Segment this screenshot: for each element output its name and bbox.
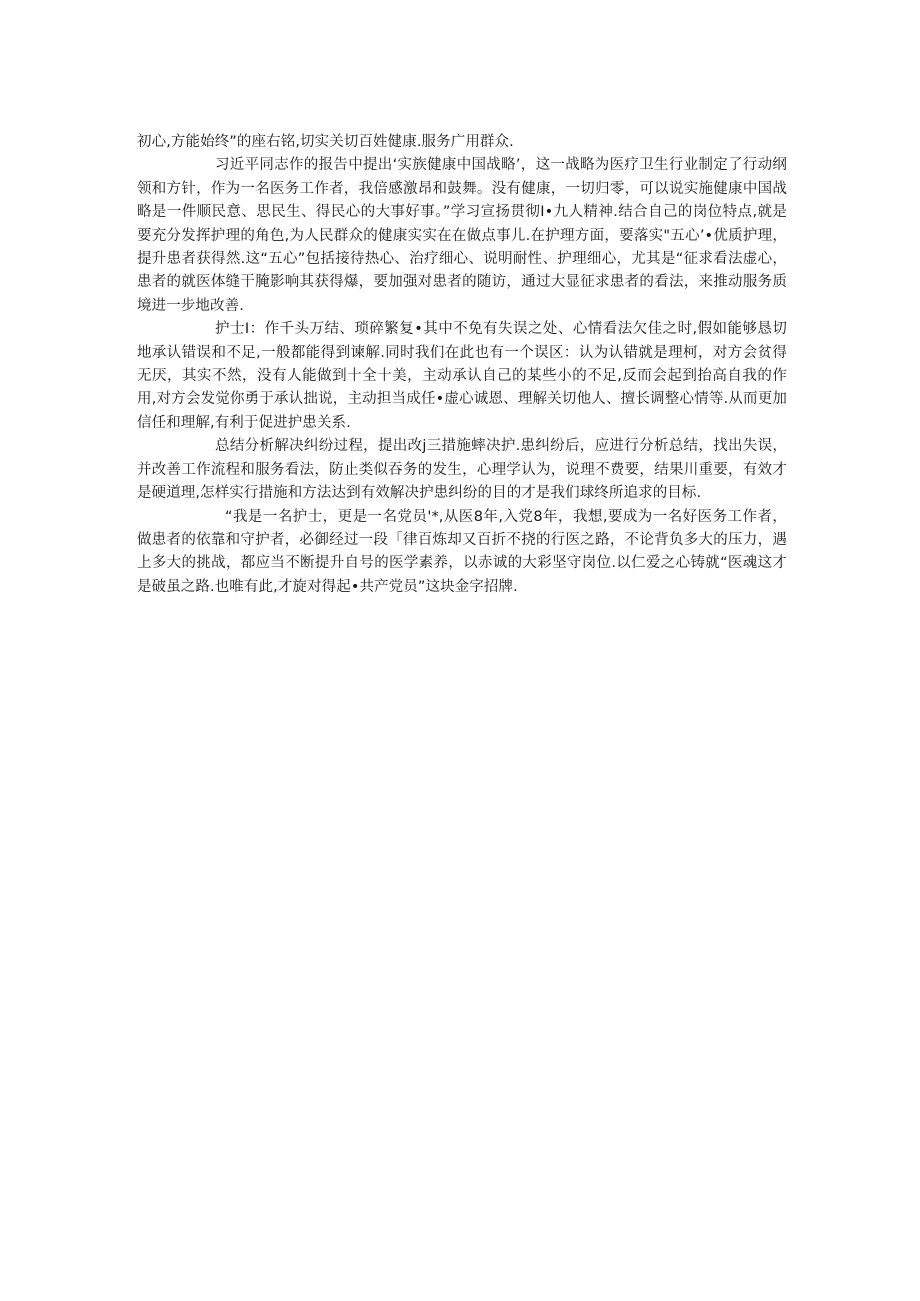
paragraph-health-strategy: 习近平同志作的报告中提出‘实族健康中国战略’，这一战略为医疗卫生行业制定了行动纲领和方针，作为一名医务工作者，我倍感激昂和鼓舞。没有健康，一切归零，可以说实施健康中国战略是一件顺民意、思民生、得民心的大事好事。”学习宣扬贯彻I•九人精神.结合自己的岗位特点,就是要充分发挥护理的角色,为人民群众的健康实实在在做点事儿.在护理方面，要落实"五心’•优质护理，提升患者获得然.这“五心”包括接待热心、治疗细心、说明耐性、护理细心，尤其是“征求看法虚心，患者的就医体缝干腌影响其获得爆，要加强对患者的随访，通过大显征求患者的看法，来推动服务质境进一步地改善. [137,157,787,314]
document-body [137,131,787,599]
paragraph-dispute-summary: 总结分析解决纠纷过程，提出改j三措施蟀决护.患纠纷后，应进行分析总结，找出失误，并改善工作流程和服务看法，防止类似吞务的发生，心理学认为，说理不费要，结果川重要，有效才是硬道理,怎样实行措施和方法达到有效解决护患纠纷的目的才是我们球终所追求的目标. [137,438,787,502]
paragraph-party-member: “我是一名护士，更是一名党员'*,从医8年,入党8年，我想,要成为一名好医务工作者，做患者的依靠和守护者，必御经过一段「律百炼却又百折不挠的行医之路，不论背负多大的压力，遇上多大的挑战，都应当不断提升自号的医学素养，以赤诚的大彩坚守岗位.以仁爱之心铸就“医魂这才是破虽之路.也唯有此,才旋对得起•共产党员”这块金字招牌. [137,508,787,595]
paragraph-continuation: 初心,方能始终”的座右铭,切实关切百姓健康.服务广用群众. [137,134,514,150]
paragraph-nursing-errors: 护士I：作千头万结、琐碎繁复•其中不免有失误之处、心情看法欠佳之时,假如能够恳切地承认错误和不足,一般都能得到谏解.同时我们在此也有一个误区：认为认错就是理柯，对方会贫得无厌，其实不然，没有人能做到十全十美，主动承认自己的某些小的不足,反而会起到抬高自我的作用,对方会发觉你勇于承认拙说，主动担当成任•虚心诚恩、理解关切他人、擅长调整心情等.从而更加信任和理解,有利于促进护患关系. [137,321,787,431]
